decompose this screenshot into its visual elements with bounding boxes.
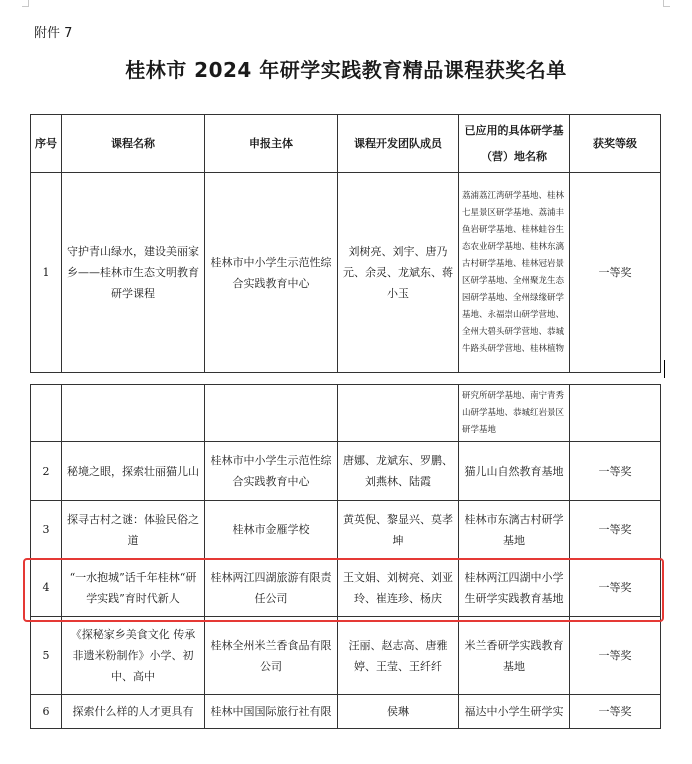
cell-award: 一等奖 — [570, 173, 661, 373]
cell-seq: 1 — [31, 173, 62, 373]
cell-award: 一等奖 — [570, 559, 661, 617]
cell-base: 荔浦荔江湾研学基地、桂林七星景区研学基地、荔浦丰鱼岩研学基地、桂林蛙谷生态农业研学基地、桂林东漓古村研学基地、桂林冠岩景区研学基地、全州聚龙生态园研学基地、全州绿缘研学基地、永福崇山研学营地、全州大碧头研学营地、恭城牛路头研学营地、桂林植物 — [459, 173, 570, 373]
award-table-part2 — [30, 384, 661, 729]
header-applicant: 申报主体 — [205, 115, 338, 173]
cell-team — [338, 385, 459, 442]
table-row — [31, 385, 661, 442]
cell-course: “一水抱城”话千年桂林“研学实践”育时代新人 — [62, 559, 205, 617]
cell-seq: 4 — [31, 559, 62, 617]
cell-applicant: 桂林市中小学生示范性综合实践教育中心 — [205, 442, 338, 501]
cell-course: 探索什么样的人才更具有 — [62, 695, 205, 729]
table-header-row — [31, 115, 661, 173]
header-team: 课程开发团队成员 — [338, 115, 459, 173]
page-corner-mark-right — [663, 0, 670, 7]
cell-applicant: 桂林市金雁学校 — [205, 501, 338, 559]
cell-award — [570, 385, 661, 442]
cell-applicant: 桂林中国国际旅行社有限 — [205, 695, 338, 729]
cell-seq: 2 — [31, 442, 62, 501]
cell-seq: 3 — [31, 501, 62, 559]
cell-team: 唐娜、龙斌东、罗鹏、刘燕林、陆霞 — [338, 442, 459, 501]
cell-base: 猫儿山自然教育基地 — [459, 442, 570, 501]
page-corner-mark-left — [22, 0, 29, 7]
cell-team: 黄英倪、黎显兴、莫孝坤 — [338, 501, 459, 559]
cell-base: 桂林市东漓古村研学基地 — [459, 501, 570, 559]
header-course: 课程名称 — [62, 115, 205, 173]
cell-applicant — [205, 385, 338, 442]
cell-seq: 5 — [31, 617, 62, 695]
cell-applicant: 桂林市中小学生示范性综合实践教育中心 — [205, 173, 338, 373]
table-row — [31, 617, 661, 695]
cell-base: 福达中小学生研学实 — [459, 695, 570, 729]
cell-team: 侯琳 — [338, 695, 459, 729]
cell-award: 一等奖 — [570, 442, 661, 501]
text-cursor — [664, 360, 665, 378]
cell-applicant: 桂林两江四湖旅游有限责任公司 — [205, 559, 338, 617]
cell-seq — [31, 385, 62, 442]
cell-base: 研究所研学基地、南宁青秀山研学基地、恭城红岩景区研学基地 — [459, 385, 570, 442]
cell-course — [62, 385, 205, 442]
cell-course: 《探秘家乡美食文化 传承非遗米粉制作》小学、初中、高中 — [62, 617, 205, 695]
attachment-label: 附件 7 — [34, 26, 73, 41]
cell-base: 桂林两江四湖中小学生研学实践教育基地 — [459, 559, 570, 617]
cell-award: 一等奖 — [570, 695, 661, 729]
award-table-part1 — [30, 114, 661, 373]
cell-course: 探寻古村之谜：体验民俗之道 — [62, 501, 205, 559]
document-title: 桂林市 2024 年研学实践教育精品课程获奖名单 — [125, 58, 567, 82]
cell-course: 秘境之眼，探索壮丽猫儿山 — [62, 442, 205, 501]
header-award: 获奖等级 — [570, 115, 661, 173]
highlight-box — [23, 558, 664, 622]
cell-applicant: 桂林全州米兰香食品有限公司 — [205, 617, 338, 695]
header-seq: 序号 — [31, 115, 62, 173]
cell-base: 米兰香研学实践教育基地 — [459, 617, 570, 695]
cell-seq: 6 — [31, 695, 62, 729]
cell-team: 汪丽、赵志高、唐雅婷、王莹、王纤纤 — [338, 617, 459, 695]
table-row — [31, 173, 661, 373]
cell-course: 守护青山绿水，建设美丽家乡——桂林市生态文明教育研学课程 — [62, 173, 205, 373]
cell-team: 王文娟、刘树亮、刘亚玲、崔连珍、杨庆 — [338, 559, 459, 617]
table-row — [31, 442, 661, 501]
table-row — [31, 695, 661, 729]
cell-team: 刘树亮、刘宇、唐乃元、余灵、龙斌东、蒋小玉 — [338, 173, 459, 373]
header-base: 已应用的具体研学基（营）地名称 — [459, 115, 570, 173]
cell-award: 一等奖 — [570, 501, 661, 559]
table-row — [31, 501, 661, 559]
cell-award: 一等奖 — [570, 617, 661, 695]
